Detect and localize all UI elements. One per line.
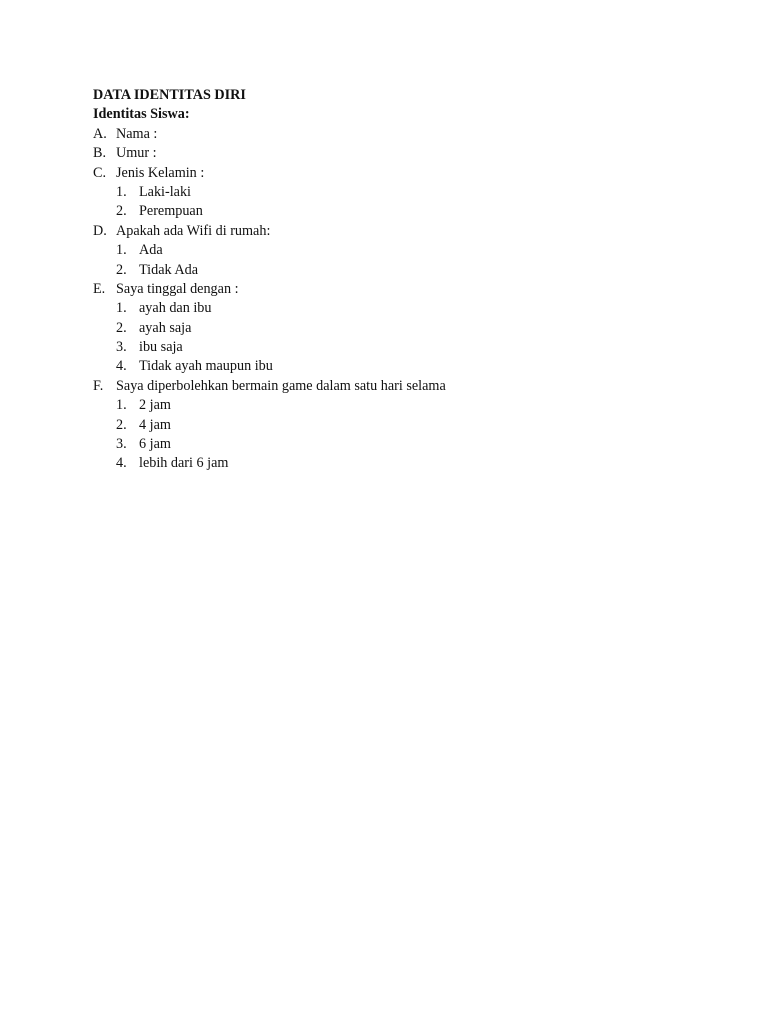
- option-item: [93, 435, 713, 454]
- option-item: [93, 202, 713, 221]
- option-marker: 3.: [116, 339, 127, 356]
- question-list: [93, 125, 713, 474]
- document-subtitle: Identitas Siswa:: [93, 106, 190, 123]
- option-text: ayah dan ibu: [139, 300, 212, 317]
- option-text: lebih dari 6 jam: [139, 455, 229, 472]
- option-text: ibu saja: [139, 339, 183, 356]
- question-text: Jenis Kelamin :: [116, 164, 205, 181]
- option-marker: 4.: [116, 455, 127, 472]
- question-text: Umur :: [116, 145, 157, 162]
- option-text: 4 jam: [139, 416, 171, 433]
- option-marker: 1.: [116, 397, 127, 414]
- question-item: [93, 280, 713, 299]
- question-item: [93, 377, 713, 396]
- option-item: [93, 319, 713, 338]
- question-text: Saya diperbolehkan bermain game dalam satu hari selama: [116, 377, 446, 394]
- option-text: 6 jam: [139, 436, 171, 453]
- option-marker: 1.: [116, 183, 127, 200]
- option-marker: 2.: [116, 203, 127, 220]
- option-marker: 3.: [116, 436, 127, 453]
- question-item: [93, 125, 713, 144]
- option-item: [93, 299, 713, 318]
- document-title: DATA IDENTITAS DIRI: [93, 87, 246, 103]
- document-page: [93, 86, 713, 474]
- option-marker: 2.: [116, 319, 127, 336]
- option-marker: 4.: [116, 358, 127, 375]
- question-item: [93, 222, 713, 241]
- question-marker: B.: [93, 145, 107, 162]
- option-text: Perempuan: [139, 203, 203, 220]
- question-marker: E.: [93, 280, 106, 297]
- question-text: Saya tinggal dengan :: [116, 280, 239, 297]
- question-marker: A.: [93, 125, 107, 142]
- option-text: Ada: [139, 242, 163, 259]
- option-marker: 2.: [116, 416, 127, 433]
- option-text: 2 jam: [139, 397, 171, 414]
- question-item: [93, 144, 713, 163]
- option-item: [93, 357, 713, 376]
- option-item: [93, 416, 713, 435]
- question-marker: D.: [93, 222, 107, 239]
- option-item: [93, 454, 713, 473]
- option-text: Tidak ayah maupun ibu: [139, 358, 273, 375]
- question-item: [93, 164, 713, 183]
- option-marker: 1.: [116, 242, 127, 259]
- option-text: Laki-laki: [139, 183, 191, 200]
- question-marker: C.: [93, 164, 107, 181]
- option-item: [93, 261, 713, 280]
- option-item: [93, 241, 713, 260]
- option-marker: 1.: [116, 300, 127, 317]
- option-marker: 2.: [116, 261, 127, 278]
- option-item: [93, 338, 713, 357]
- option-text: ayah saja: [139, 319, 192, 336]
- question-text: Apakah ada Wifi di rumah:: [116, 222, 271, 239]
- question-marker: F.: [93, 377, 104, 394]
- option-item: [93, 396, 713, 415]
- option-text: Tidak Ada: [139, 261, 198, 278]
- option-item: [93, 183, 713, 202]
- question-text: Nama :: [116, 125, 158, 142]
